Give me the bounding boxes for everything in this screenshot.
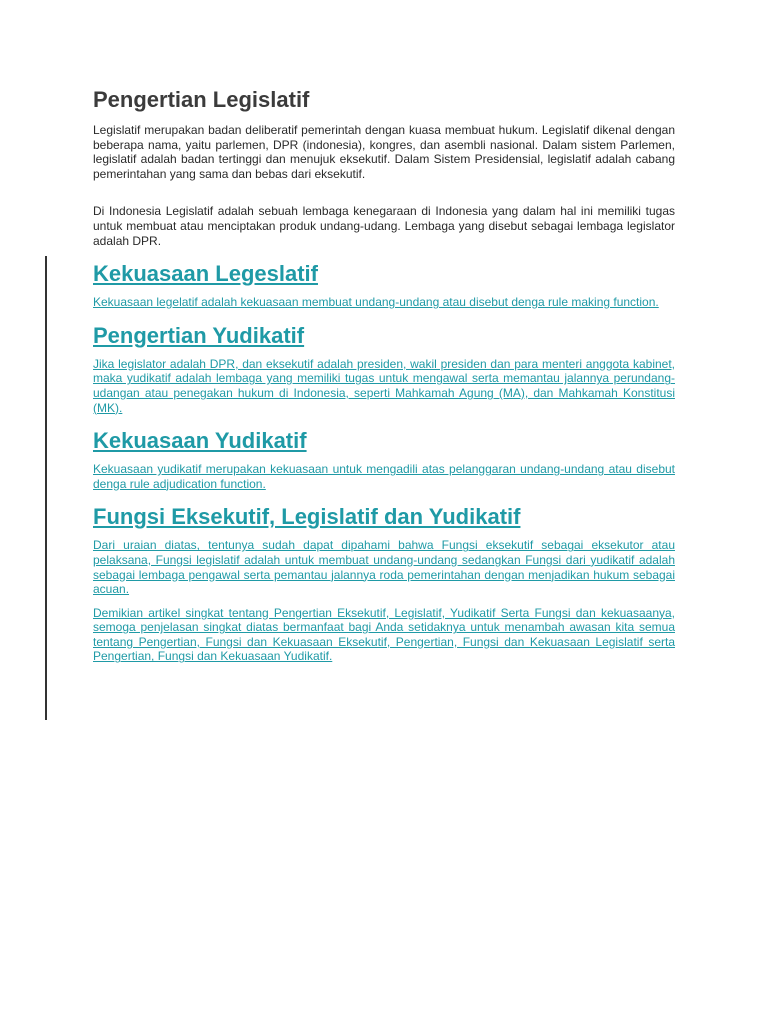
section-heading-kekuasaan-yudikatif[interactable]: Kekuasaan Yudikatif	[93, 428, 307, 454]
section-paragraph-pengertian-yudikatif[interactable]: Jika legislator adalah DPR, dan eksekutif adalah presiden, wakil presiden dan para menteri anggota kabinet, maka yudikatif adalah lembaga yang memiliki tugas untuk mengawal serta memantau jalannya perundang-udangan atau penegakan hukum di Indonesia, seperti Mahkamah Agung (MA), dan Mahkamah Konstitusi (MK).	[93, 356, 675, 415]
intro-paragraph-1: Legislatif merupakan badan deliberatif pemerintah dengan kuasa membuat hukum. Legislatif dikenal dengan beberapa nama, yaitu parlemen, DPR (indonesia), kongres, dan asembli nasional. Dalam sistem Parlemen, legislatif adalah badan tertinggi dan menujuk eksekutif. Dalam Sistem Presidensial, legislatif adalah cabang pemerintahan yang sama dan bebas dari eksekutif.	[93, 123, 675, 181]
intro-paragraph-2: Di Indonesia Legislatif adalah sebuah lembaga kenegaraan di Indonesia yang dalam hal ini memiliki tugas untuk membuat atau menciptakan produk undang-udang. Lembaga yang disebut sebagai lembaga legislator adalah DPR.	[93, 204, 675, 248]
page-title: Pengertian Legislatif	[93, 87, 310, 112]
section-paragraph-fungsi-1[interactable]: Dari uraian diatas, tentunya sudah dapat dipahami bahwa Fungsi eksekutif sebagai eksekutor atau pelaksana, Fungsi legislatif adalah untuk membuat undang-undang sedangkan Fungsi dari yudikatif adalah sebagai lembaga pengawal serta pemantau jalannya roda pemerintahan dengan menjadikan hukum sebagai acuan.	[93, 538, 675, 597]
section-heading-kekuasaan-legeslatif[interactable]: Kekuasaan Legeslatif	[93, 261, 318, 287]
section-paragraph-fungsi-2[interactable]: Demikian artikel singkat tentang Pengertian Eksekutif, Legislatif, Yudikatif Serta Fungsi dan kekuasaanya, semoga penjelasan singkat diatas bermanfaat bagi Anda setidaknya untuk menambah awasan kita semua tentang Pengertian, Fungsi dan Kekuasaan Eksekutif, Pengertian, Fungsi dan Kekuasaan Legislatif serta Pengertian, Fungsi dan Kekuasaan Yudikatif.	[93, 605, 675, 664]
section-paragraph-kekuasaan-yudikatif[interactable]: Kekuasaan yudikatif merupakan kekuasaan untuk mengadili atas pelanggaran undang-undang atau disebut denga rule adjudication function.	[93, 462, 675, 491]
section-heading-pengertian-yudikatif[interactable]: Pengertian Yudikatif	[93, 322, 305, 348]
section-heading-fungsi[interactable]: Fungsi Eksekutif, Legislatif dan Yudikatif	[93, 504, 521, 530]
document-page	[93, 86, 675, 664]
section-paragraph-kekuasaan-legeslatif[interactable]: Kekuasaan legelatif adalah kekuasaan membuat undang-undang atau disebut denga rule making function.	[93, 295, 659, 310]
revision-change-bar	[45, 256, 47, 720]
